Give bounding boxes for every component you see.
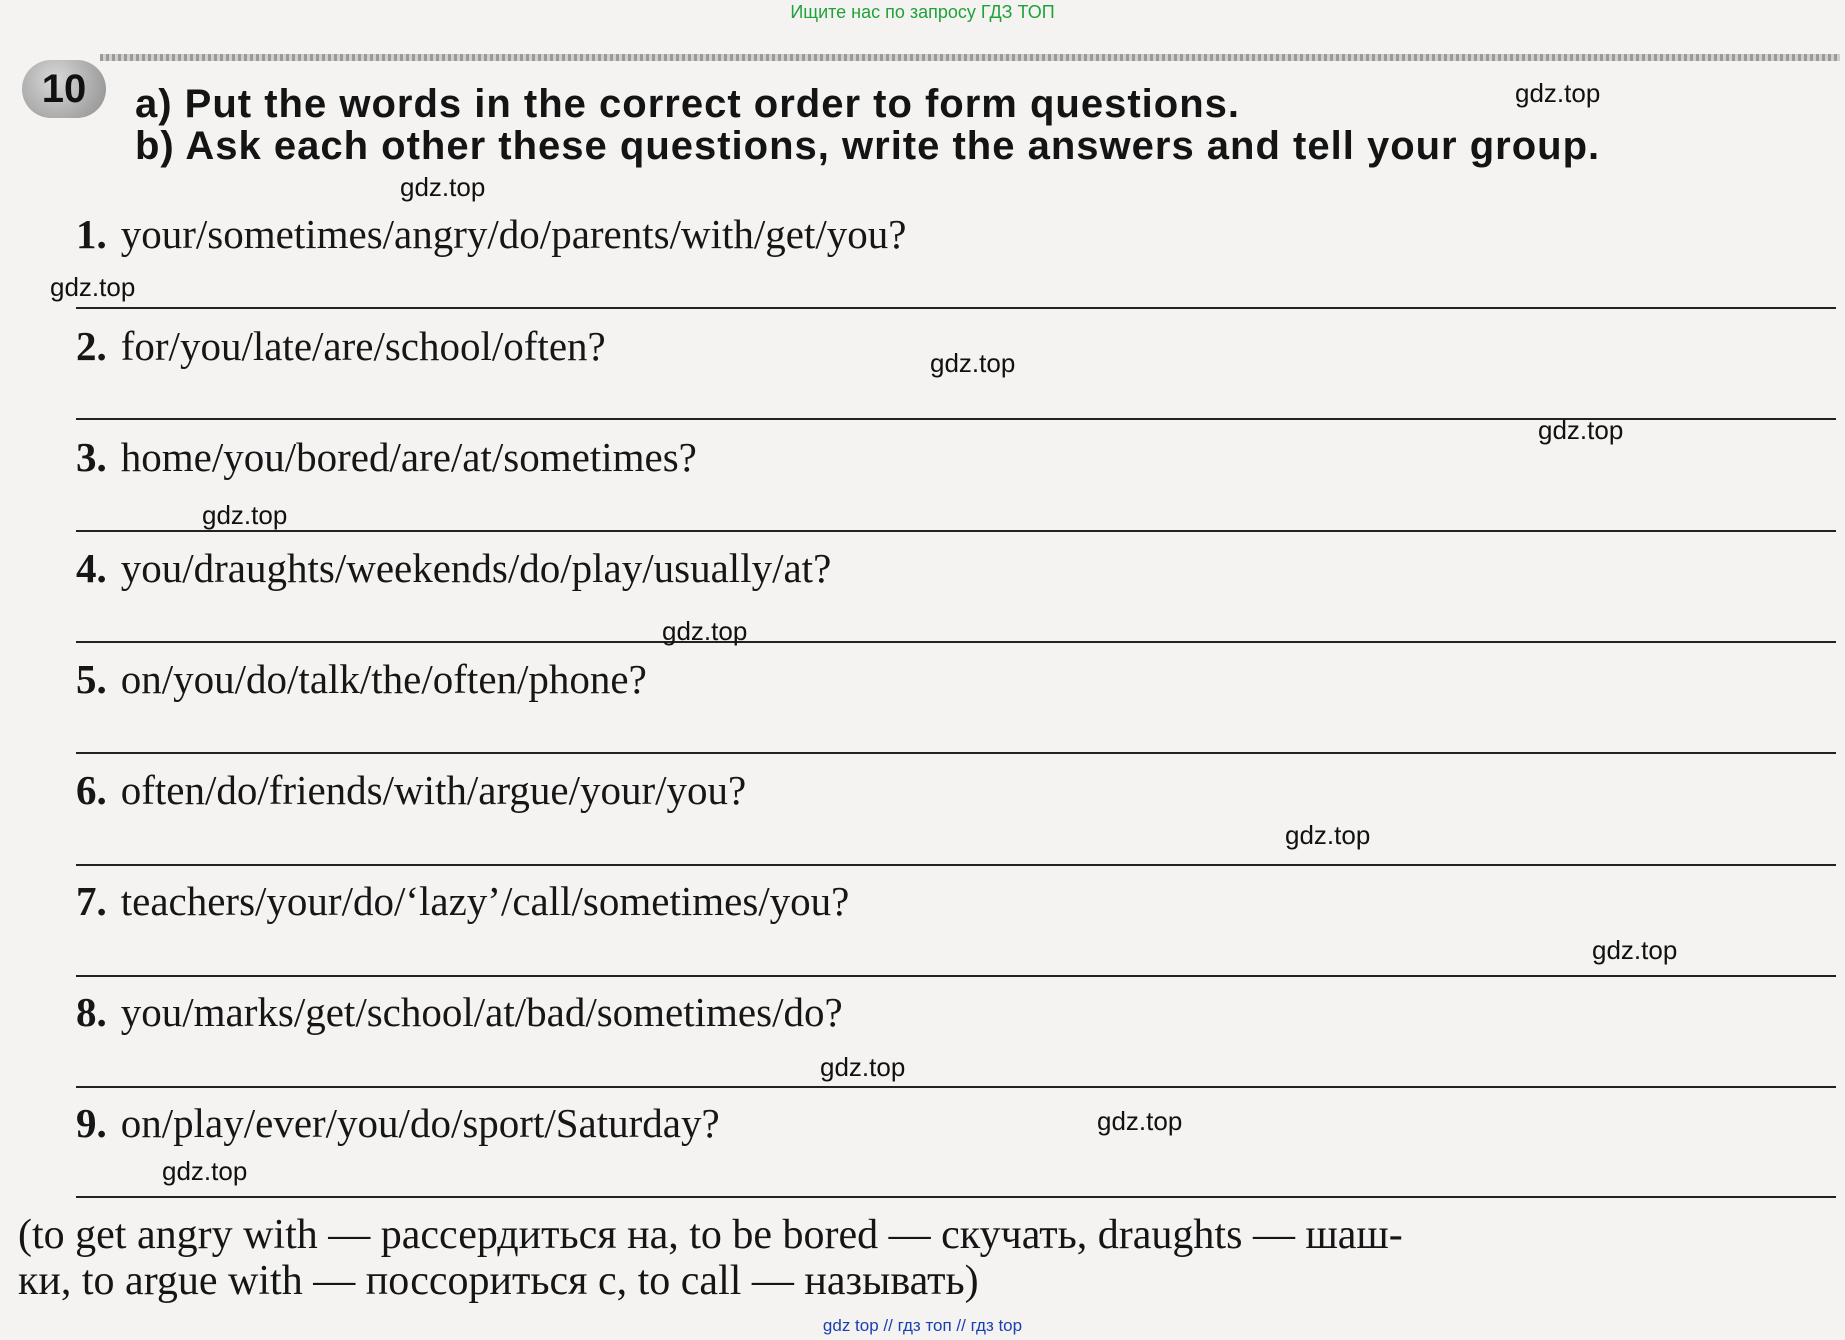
watermark: gdz.top [930,348,1016,378]
question-7 [76,877,849,925]
answer-line-5[interactable] [76,752,1836,754]
question-5 [76,655,647,703]
question-number: 1. [76,211,107,257]
instruction-a: a) Put the words in the correct order to form questions. [135,82,1241,126]
top-search-note: Ищите нас по запросу ГДЗ ТОП [790,2,1055,22]
watermark: gdz.top [1097,1106,1183,1136]
question-9 [76,1099,720,1147]
instruction-b: b) Ask each other these questions, write the answers and tell your group. [135,124,1601,168]
question-number: 9. [76,1100,107,1146]
answer-line-3[interactable] [76,530,1836,532]
page-edge-shadow [100,54,1840,61]
watermark: gdz.top [1538,415,1624,445]
question-text: home/you/bored/are/at/sometimes? [120,434,697,480]
question-4 [76,544,831,592]
question-text: your/sometimes/angry/do/parents/with/get/you? [120,211,907,257]
question-text: on/play/ever/you/do/sport/Saturday? [120,1100,720,1146]
question-8 [76,988,843,1036]
watermark: gdz.top [202,500,288,530]
glossary-line-1: (to get angry with — рассердиться на, to be bored — скучать, draughts — шаш- [18,1212,1403,1258]
glossary [18,1212,1828,1304]
question-text: for/you/late/are/school/often? [120,323,606,369]
answer-line-9[interactable] [76,1196,1836,1198]
bleed-through-text [880,455,890,502]
watermark: gdz.top [162,1156,248,1186]
watermark: gdz.top [400,172,486,202]
bottom-watermark-note: gdz top // гдз топ // гдз top [822,1316,1023,1335]
answer-line-6[interactable] [76,864,1836,866]
question-2 [76,322,606,370]
glossary-line-2: ки, to argue with — поссориться с, to call — называть) [18,1258,979,1304]
question-number: 5. [76,656,107,702]
question-number: 4. [76,545,107,591]
question-number: 8. [76,989,107,1035]
watermark: gdz.top [820,1052,906,1082]
question-text: you/draughts/weekends/do/play/usually/at? [120,545,832,591]
question-1 [76,210,906,258]
question-text: you/marks/get/school/at/bad/sometimes/do? [120,989,843,1035]
watermark: gdz.top [50,272,136,302]
answer-line-8[interactable] [76,1086,1836,1088]
question-number: 6. [76,767,107,813]
question-number: 3. [76,434,107,480]
question-text: on/you/do/talk/the/often/phone? [120,656,647,702]
question-6 [76,766,746,814]
answer-line-4[interactable] [76,641,1836,643]
watermark: gdz.top [662,616,748,646]
question-text: often/do/friends/with/argue/your/you? [120,767,747,813]
bleed-through-text [900,500,910,547]
watermark: gdz.top [1285,820,1371,850]
watermark: gdz.top [1515,78,1601,108]
exercise-number-badge: 10 [22,60,106,118]
question-text: teachers/your/do/‘lazy’/call/sometimes/you? [120,878,850,924]
answer-line-1[interactable] [76,307,1836,309]
watermark: gdz.top [1592,935,1678,965]
answer-line-7[interactable] [76,975,1836,977]
question-3 [76,433,697,481]
question-number: 2. [76,323,107,369]
question-number: 7. [76,878,107,924]
